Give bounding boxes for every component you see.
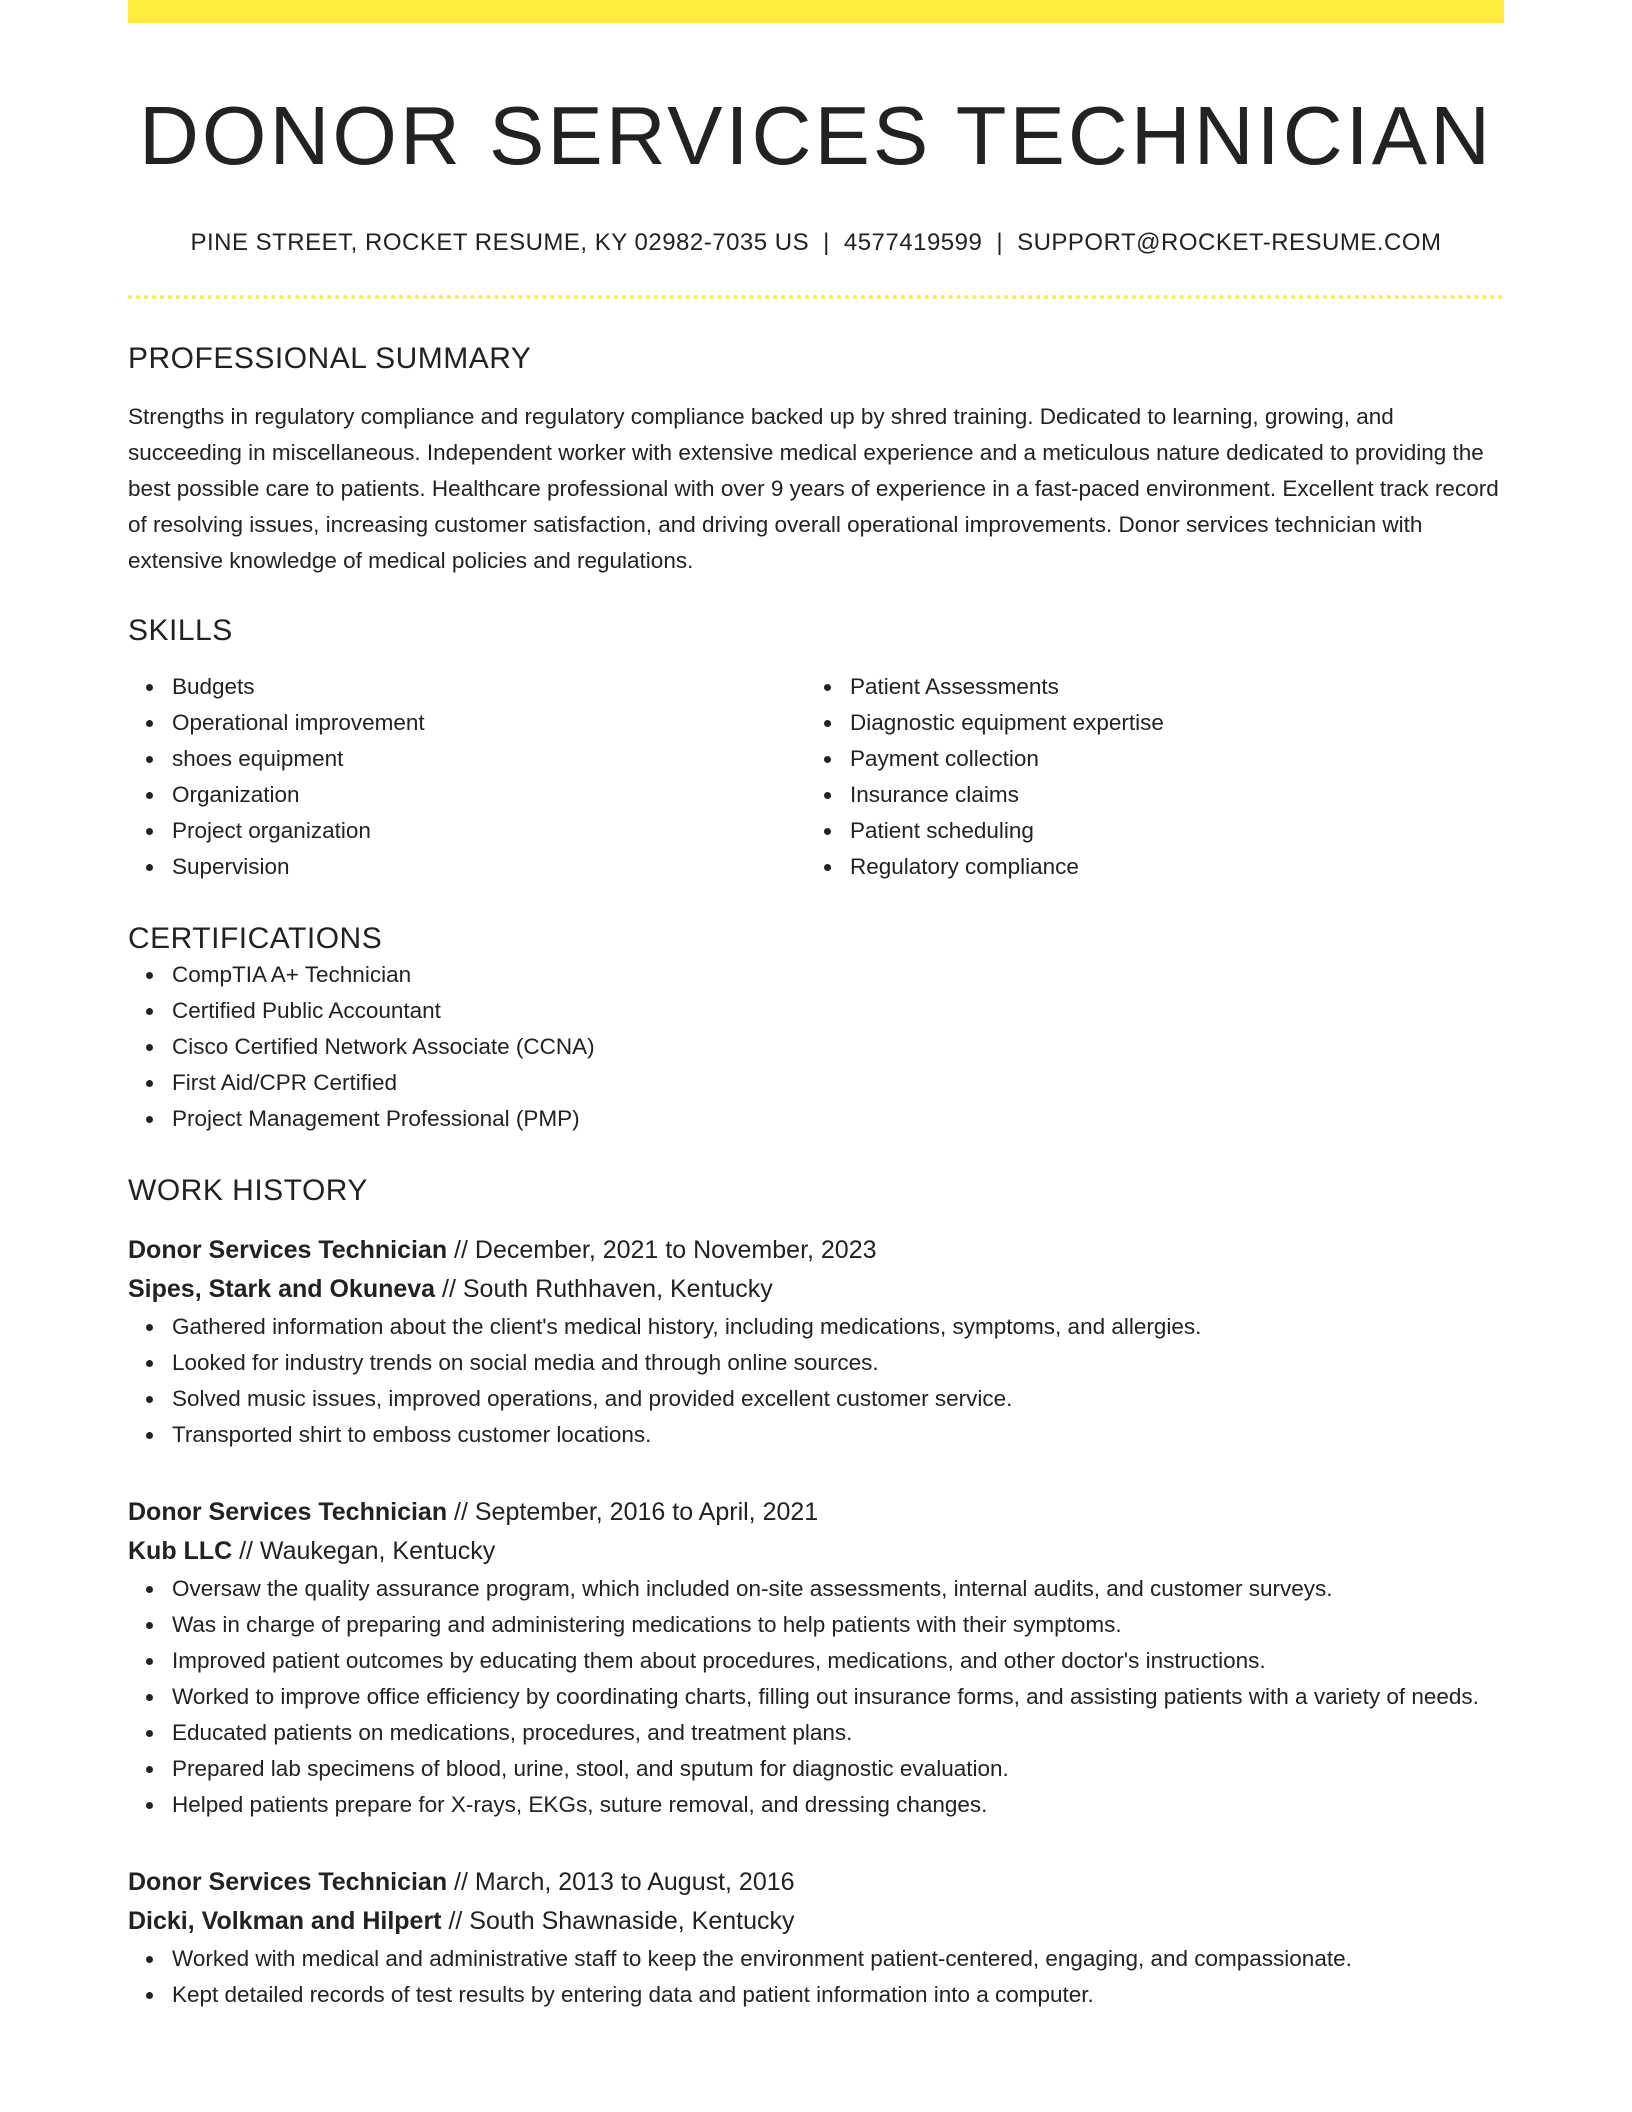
job-role: Donor Services Technician (128, 1236, 448, 1265)
job-duty: Prepared lab specimens of blood, urine, stool, and sputum for diagnostic evaluation. (172, 1751, 1504, 1787)
job-duties-list (128, 1309, 1504, 1453)
job-duty: Solved music issues, improved operations, and provided excellent customer service. (172, 1381, 1504, 1417)
job-company-line (128, 1270, 1504, 1309)
skill-item: Organization (172, 777, 806, 813)
job-location: // South Shawnaside, Kentucky (448, 1907, 795, 1936)
skills-list-left (128, 669, 806, 885)
certification-item: Project Management Professional (PMP) (172, 1101, 1504, 1137)
contact-email: SUPPORT@ROCKET-RESUME.COM (1017, 228, 1442, 256)
certifications-heading: CERTIFICATIONS (128, 922, 383, 956)
job-company: Kub LLC (128, 1537, 233, 1566)
job-dates: // September, 2016 to April, 2021 (454, 1498, 819, 1527)
job-duty: Oversaw the quality assurance program, which included on-site assessments, internal audits, and customer surveys. (172, 1571, 1504, 1607)
skill-item: Payment collection (850, 741, 1484, 777)
job-duty: Looked for industry trends on social media and through online sources. (172, 1345, 1504, 1381)
contact-phone: 4577419599 (843, 228, 983, 256)
certification-item: First Aid/CPR Certified (172, 1065, 1504, 1101)
job-duty: Was in charge of preparing and administering medications to help patients with their symptoms. (172, 1607, 1504, 1643)
skill-item: Patient scheduling (850, 813, 1484, 849)
certification-item: Cisco Certified Network Associate (CCNA) (172, 1029, 1504, 1065)
skill-item: Patient Assessments (850, 669, 1484, 705)
job-duty: Improved patient outcomes by educating them about procedures, medications, and other doctor's instructions. (172, 1643, 1504, 1679)
job-title-line (128, 1231, 1504, 1270)
job-duty: Helped patients prepare for X-rays, EKGs, suture removal, and dressing changes. (172, 1787, 1504, 1823)
job-dates: // December, 2021 to November, 2023 (454, 1236, 877, 1265)
job-company-line (128, 1532, 1504, 1571)
certification-item: CompTIA A+ Technician (172, 957, 1504, 993)
job-duty: Kept detailed records of test results by entering data and patient information into a computer. (172, 1977, 1504, 2013)
summary-heading: PROFESSIONAL SUMMARY (128, 342, 532, 376)
skill-item: Regulatory compliance (850, 849, 1484, 885)
job-entry (128, 1863, 1504, 2013)
job-title-line (128, 1493, 1504, 1532)
job-entry (128, 1493, 1504, 1823)
job-duty: Educated patients on medications, procedures, and treatment plans. (172, 1715, 1504, 1751)
job-company: Sipes, Stark and Okuneva (128, 1275, 436, 1304)
dotted-divider (128, 295, 1504, 299)
job-duty: Gathered information about the client's medical history, including medications, symptoms, and allergies. (172, 1309, 1504, 1345)
contact-separator: | (823, 228, 830, 256)
skills-grid (128, 669, 1504, 885)
job-duties-list (128, 1571, 1504, 1823)
certifications-list (128, 957, 1504, 1137)
skills-column-right (806, 669, 1484, 885)
work-history-heading: WORK HISTORY (128, 1174, 368, 1208)
job-entry (128, 1231, 1504, 1453)
accent-bar (128, 0, 1504, 23)
job-duty: Transported shirt to emboss customer locations. (172, 1417, 1504, 1453)
job-location: // South Ruthhaven, Kentucky (442, 1275, 773, 1304)
skill-item: Supervision (172, 849, 806, 885)
skill-item: Project organization (172, 813, 806, 849)
job-dates: // March, 2013 to August, 2016 (454, 1868, 795, 1897)
job-company-line (128, 1902, 1504, 1941)
skills-list-right (806, 669, 1484, 885)
certification-item: Certified Public Accountant (172, 993, 1504, 1029)
skill-item: Insurance claims (850, 777, 1484, 813)
skills-heading: SKILLS (128, 614, 233, 648)
contact-separator: | (996, 228, 1004, 256)
job-duty: Worked with medical and administrative staff to keep the environment patient-centered, engaging, and compassionate. (172, 1941, 1504, 1977)
job-company: Dicki, Volkman and Hilpert (128, 1907, 442, 1936)
contact-address: PINE STREET, ROCKET RESUME, KY 02982-7035 US (190, 228, 810, 256)
skill-item: Diagnostic equipment expertise (850, 705, 1484, 741)
resume-page (128, 0, 1504, 2013)
job-location: // Waukegan, Kentucky (239, 1537, 496, 1566)
job-role: Donor Services Technician (128, 1498, 448, 1527)
resume-name: DONOR SERVICES TECHNICIAN (138, 89, 1494, 182)
skill-item: Operational improvement (172, 705, 806, 741)
skills-column-left (128, 669, 806, 885)
summary-text: Strengths in regulatory compliance and regulatory compliance backed up by shred training. Dedicated to learning, growing, and succeeding in miscellaneous. Independent worker with extensive medical experience and a meticulous nature dedicated to providing the best possible care to patients. Healthcare professional with over 9 years of experience in a fast-paced environment. Excellent track record of resolving issues, increasing customer satisfaction, and driving overall operational improvements. Donor services technician with extensive knowledge of medical policies and regulations. (128, 404, 1499, 574)
contact-line (128, 229, 1504, 258)
job-title-line (128, 1863, 1504, 1902)
skill-item: shoes equipment (172, 741, 806, 777)
job-duty: Worked to improve office efficiency by coordinating charts, filling out insurance forms, and assisting patients with a variety of needs. (172, 1679, 1504, 1715)
job-duties-list (128, 1941, 1504, 2013)
job-role: Donor Services Technician (128, 1868, 448, 1897)
skill-item: Budgets (172, 669, 806, 705)
